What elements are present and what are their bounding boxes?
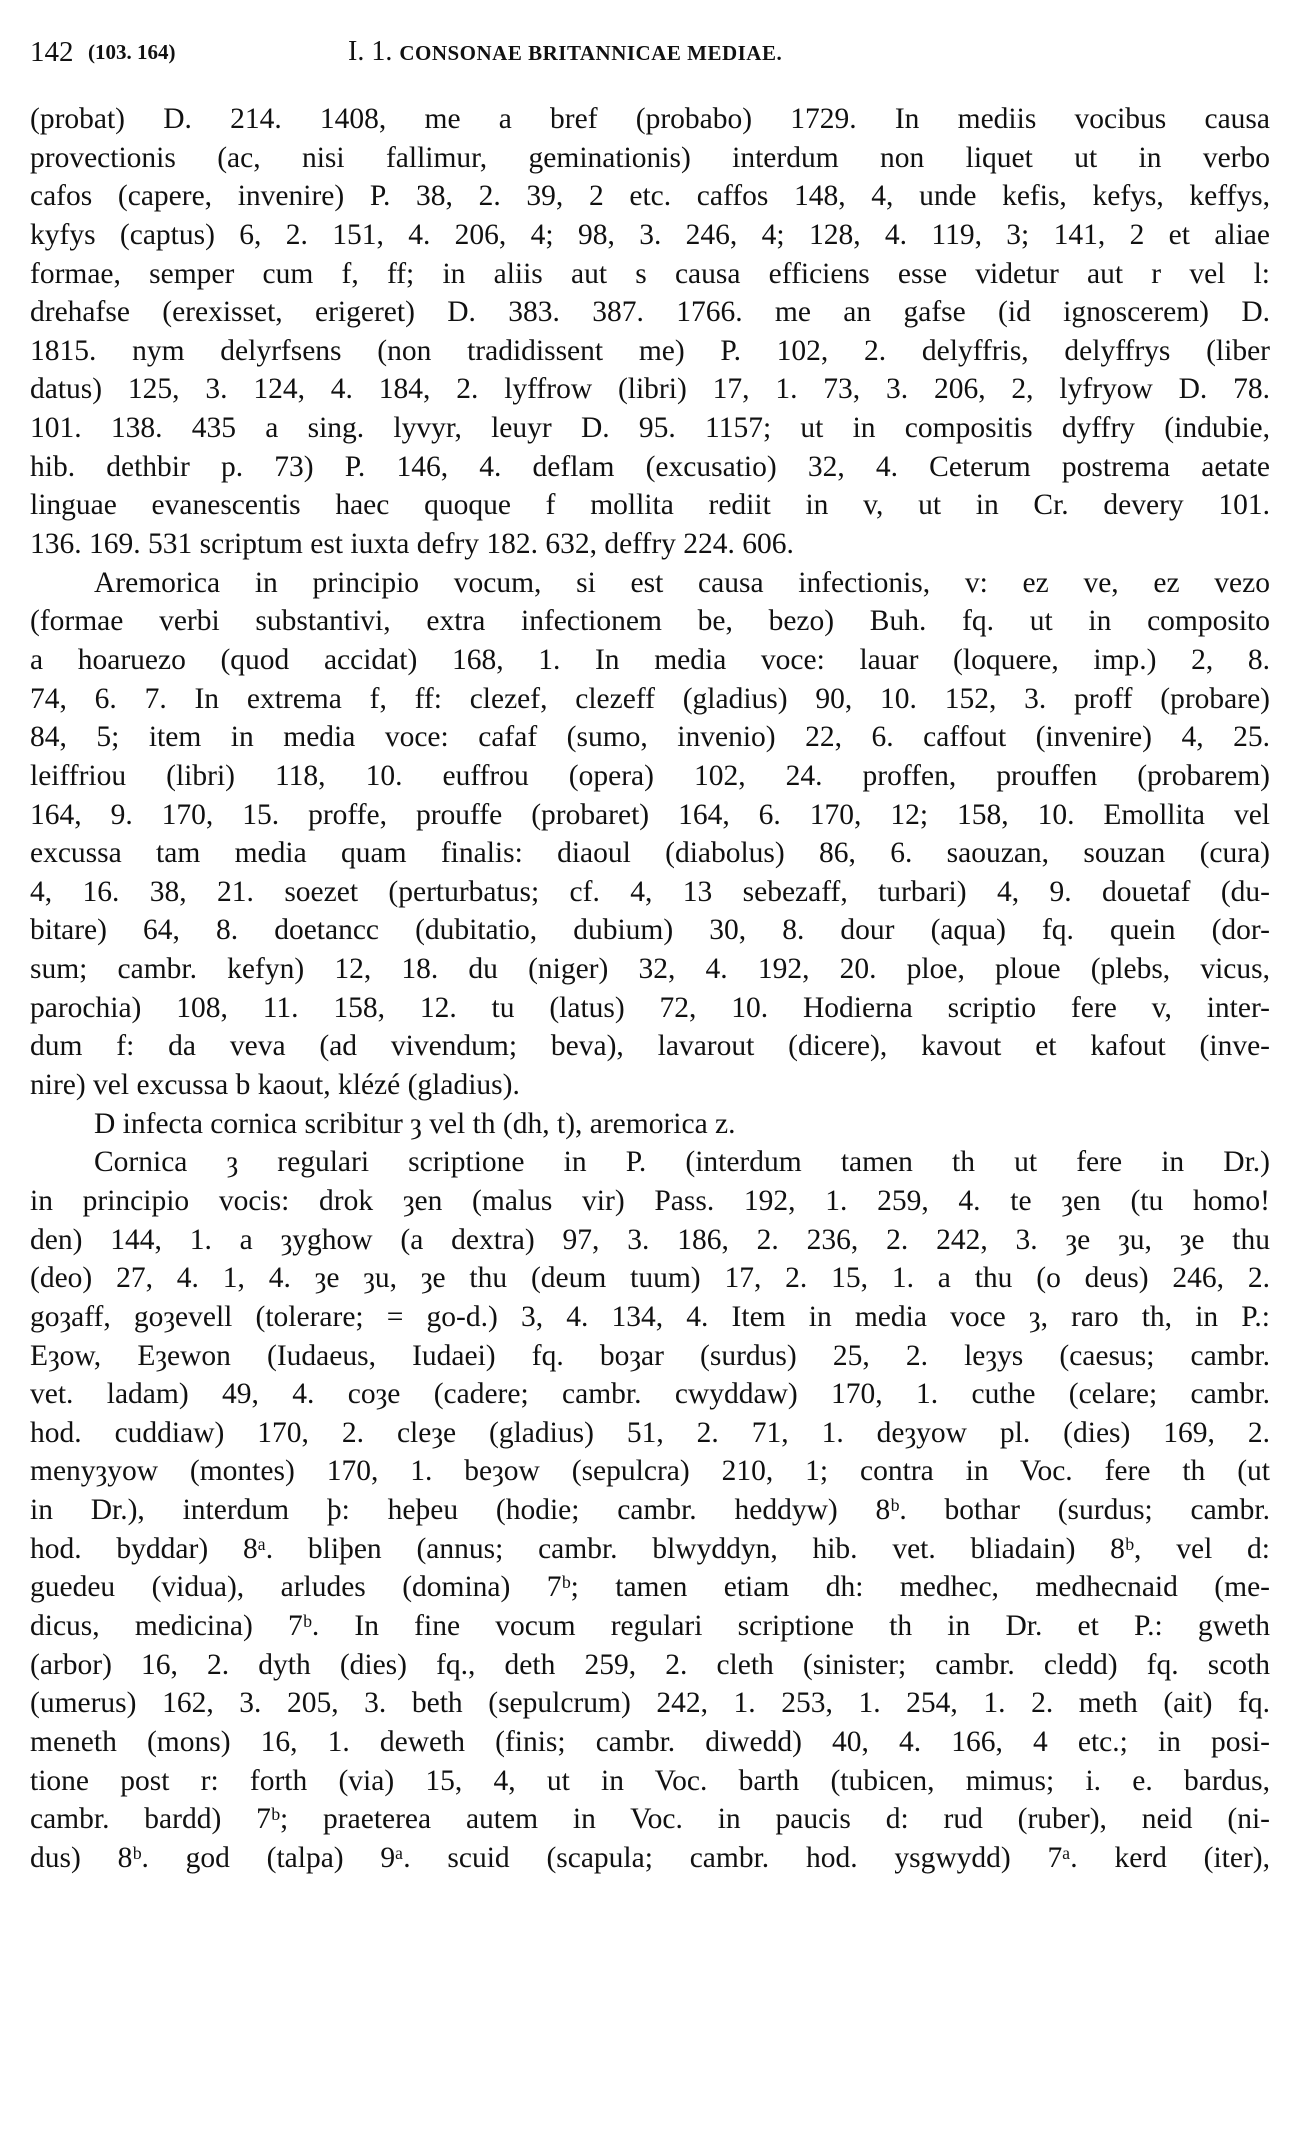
running-head — [30, 36, 1270, 76]
text-line: menyȝyow (montes) 170, 1. beȝow (sepulcra) 210, 1; contra in Voc. fere th (ut — [30, 1455, 1270, 1488]
text-line: sum; cambr. kefyn) 12, 18. du (niger) 32, 4. 192, 20. ploe, ploue (plebs, vicus, — [30, 953, 1270, 986]
text-line: Eȝow, Eȝewon (Iudaeus, Iudaei) fq. boȝar (surdus) 25, 2. leȝys (caesus; cambr. — [30, 1339, 1270, 1372]
text-line: hib. dethbir p. 73) P. 146, 4. deflam (excusatio) 32, 4. Ceterum postrema aetate — [30, 450, 1270, 483]
text-line: hod. cuddiaw) 170, 2. cleȝe (gladius) 51, 2. 71, 1. deȝyow pl. (dies) 169, 2. — [30, 1416, 1270, 1449]
text-line: excussa tam media quam finalis: diaoul (diabolus) 86, 6. saouzan, souzan (cura) — [30, 837, 1270, 870]
text-line: dicus, medicina) 7ᵇ. In fine vocum regulari scriptione th in Dr. et P.: gweth — [30, 1609, 1270, 1642]
text-line: parochia) 108, 11. 158, 12. tu (latus) 72, 10. Hodierna scriptio fere v, inter- — [30, 991, 1270, 1024]
text-line: 74, 6. 7. In extrema f, ff: clezef, clezeff (gladius) 90, 10. 152, 3. proff (probare) — [30, 682, 1270, 715]
text-line: linguae evanescentis haec quoque f mollita rediit in v, ut in Cr. devery 101. — [30, 489, 1270, 522]
text-line: 1815. nym delyrfsens (non tradidissent me) P. 102, 2. delyffris, delyffrys (liber — [30, 334, 1270, 367]
text-line: kyfys (captus) 6, 2. 151, 4. 206, 4; 98, 3. 246, 4; 128, 4. 119, 3; 141, 2 et aliae — [30, 218, 1270, 251]
text-line: provectionis (ac, nisi fallimur, geminationis) interdum non liquet ut in verbo — [30, 141, 1270, 174]
section-title: CONSONAE BRITANNICAE MEDIAE. — [399, 41, 783, 65]
text-line: 136. 169. 531 scriptum est iuxta defry 182. 632, deffry 224. 606. — [30, 528, 794, 561]
text-line: leiffriou (libri) 118, 10. euffrou (opera) 102, 24. proffen, prouffen (probarem) — [30, 759, 1270, 792]
text-line: Aremorica in principio vocum, si est causa infectionis, v: ez ve, ez vezo — [94, 566, 1270, 599]
page-number: 142 — [30, 36, 74, 68]
text-line: in Dr.), interdum þ: heþeu (hodie; cambr. heddyw) 8ᵇ. bothar (surdus; cambr. — [30, 1494, 1270, 1527]
text-line: 101. 138. 435 a sing. lyvyr, leuyr D. 95. 1157; ut in compositis dyffry (indubie, — [30, 412, 1270, 445]
text-line: a hoaruezo (quod accidat) 168, 1. In media voce: lauar (loquere, imp.) 2, 8. — [30, 643, 1270, 676]
text-line: (probat) D. 214. 1408, me a bref (probabo) 1729. In mediis vocibus causa — [30, 103, 1270, 135]
text-line: formae, semper cum f, ff; in aliis aut s causa efficiens esse videtur aut r vel l: — [30, 257, 1270, 290]
text-line: goȝaff, goȝevell (tolerare; = go-d.) 3, 4. 134, 4. Item in media voce ȝ, raro th, in P.: — [30, 1300, 1270, 1333]
text-line: tione post r: forth (via) 15, 4, ut in Voc. barth (tubicen, mimus; i. e. bardus, — [30, 1764, 1270, 1797]
text-line: Cornica ȝ regulari scriptione in P. (interdum tamen th ut fere in Dr.) — [94, 1146, 1270, 1179]
text-line: (deo) 27, 4. 1, 4. ȝe ȝu, ȝe thu (deum tuum) 17, 2. 15, 1. a thu (o deus) 246, 2. — [30, 1262, 1270, 1295]
text-line: cafos (capere, invenire) P. 38, 2. 39, 2 etc. caffos 148, 4, unde kefis, kefys, keffys, — [30, 180, 1270, 213]
text-line: (arbor) 16, 2. dyth (dies) fq., deth 259, 2. cleth (sinister; cambr. cledd) fq. scoth — [30, 1648, 1270, 1681]
text-line: dus) 8ᵇ. god (talpa) 9ᵃ. scuid (scapula; cambr. hod. ysgwydd) 7ᵃ. kerd (iter), — [30, 1841, 1270, 1874]
text-line: 164, 9. 170, 15. proffe, prouffe (probaret) 164, 6. 170, 12; 158, 10. Emollita vel — [30, 798, 1270, 831]
text-line: bitare) 64, 8. doetancc (dubitatio, dubium) 30, 8. dour (aqua) fq. quein (dor- — [30, 914, 1270, 947]
body-text — [30, 100, 1270, 1916]
text-line: in principio vocis: drok ȝen (malus vir) Pass. 192, 1. 259, 4. te ȝen (tu homo! — [30, 1184, 1270, 1217]
text-line: 84, 5; item in media voce: cafaf (sumo, invenio) 22, 6. caffout (invenire) 4, 25. — [30, 721, 1270, 754]
text-line: cambr. bardd) 7ᵇ; praeterea autem in Voc. in paucis d: rud (ruber), neid (ni- — [30, 1803, 1270, 1836]
text-line: dum f: da veva (ad vivendum; beva), lavarout (dicere), kavout et kafout (inve- — [30, 1030, 1270, 1063]
text-line: datus) 125, 3. 124, 4. 184, 2. lyffrow (libri) 17, 1. 73, 3. 206, 2, lyfryow D. 78. — [30, 373, 1270, 406]
section-number: I. 1. — [348, 36, 393, 67]
text-line: 4, 16. 38, 21. soezet (perturbatus; cf. 4, 13 sebezaff, turbari) 4, 9. douetaf (du- — [30, 875, 1270, 908]
text-line: D infecta cornica scribitur ȝ vel th (dh, t), aremorica z. — [94, 1107, 736, 1140]
page-refs: (103. 164) — [88, 40, 176, 64]
text-line: den) 144, 1. a ȝyghow (a dextra) 97, 3. 186, 2. 236, 2. 242, 3. ȝe ȝu, ȝe thu — [30, 1223, 1270, 1256]
text-line — [30, 1877, 1270, 1916]
text-line: nire) vel excussa b kaout, klézé (gladius). — [30, 1069, 520, 1102]
text-line: (umerus) 162, 3. 205, 3. beth (sepulcrum) 242, 1. 253, 1. 254, 1. 2. meth (ait) fq. — [30, 1687, 1270, 1720]
text-line: hod. byddar) 8ᵃ. bliþen (annus; cambr. blwyddyn, hib. vet. bliadain) 8ᵇ, vel d: — [30, 1532, 1270, 1565]
running-title — [348, 36, 782, 68]
text-line: (formae verbi substantivi, extra infectionem be, bezo) Buh. fq. ut in composito — [30, 605, 1270, 638]
text-line: guedeu (vidua), arludes (domina) 7ᵇ; tamen etiam dh: medhec, medhecnaid (me- — [30, 1571, 1270, 1604]
text-line: meneth (mons) 16, 1. deweth (finis; cambr. diwedd) 40, 4. 166, 4 etc.; in posi- — [30, 1725, 1270, 1758]
text-line: vet. ladam) 49, 4. coȝe (cadere; cambr. cwyddaw) 170, 1. cuthe (celare; cambr. — [30, 1378, 1270, 1411]
page — [30, 36, 1270, 1916]
text-line: drehafse (erexisset, erigeret) D. 383. 387. 1766. me an gafse (id ignoscerem) D. — [30, 296, 1270, 329]
